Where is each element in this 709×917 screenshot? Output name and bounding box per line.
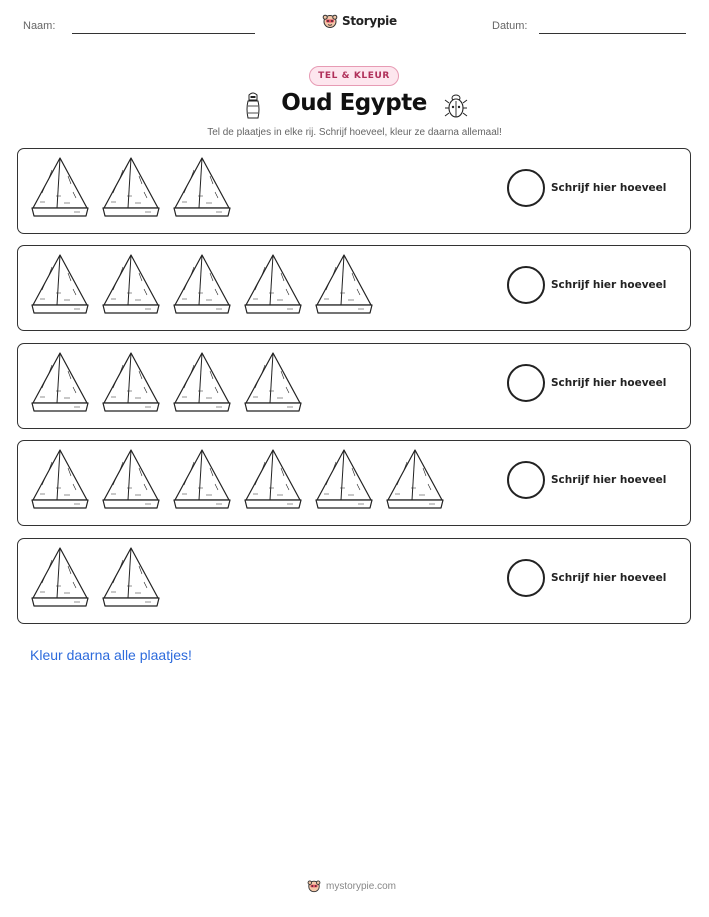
pyramid-icon xyxy=(314,253,374,317)
footer-url[interactable]: mystorypie.com xyxy=(326,880,397,892)
activity-badge: TEL & KLEUR xyxy=(309,66,399,86)
name-label: Naam: xyxy=(23,20,56,32)
pyramid-icon xyxy=(243,253,303,317)
counting-row-5 xyxy=(17,538,691,624)
answer-prompt: Schrijf hier hoeveel xyxy=(551,572,667,584)
pyramid-icon xyxy=(101,546,161,610)
pyramid-icon xyxy=(385,448,445,512)
pyramid-icon xyxy=(30,253,90,317)
pyramid-icon xyxy=(30,156,90,220)
answer-prompt: Schrijf hier hoeveel xyxy=(551,377,667,389)
answer-circle[interactable] xyxy=(507,266,545,304)
pyramid-icon xyxy=(243,351,303,415)
pyramid-icon xyxy=(101,253,161,317)
pyramid-icon xyxy=(172,448,232,512)
answer-prompt: Schrijf hier hoeveel xyxy=(551,182,667,194)
instructions: Tel de plaatjes in elke rij. Schrijf hoeveel, kleur ze daarna allemaal! xyxy=(207,127,502,138)
pyramid-icon xyxy=(30,546,90,610)
pyramid-icon xyxy=(30,448,90,512)
pyramid-icon xyxy=(172,253,232,317)
storypie-mascot-icon xyxy=(322,13,338,29)
pyramid-icon xyxy=(101,156,161,220)
coloring-note: Kleur daarna alle plaatjes! xyxy=(30,647,192,663)
pyramid-icon xyxy=(101,448,161,512)
pyramid-icon xyxy=(30,351,90,415)
pyramid-icon xyxy=(243,448,303,512)
answer-circle[interactable] xyxy=(507,559,545,597)
answer-prompt: Schrijf hier hoeveel xyxy=(551,474,667,486)
pyramid-icon xyxy=(101,351,161,415)
storypie-mascot-icon xyxy=(307,879,321,893)
footer-brand xyxy=(307,879,396,893)
brand-logo xyxy=(322,13,397,29)
answer-prompt: Schrijf hier hoeveel xyxy=(551,279,667,291)
date-line[interactable] xyxy=(539,33,686,34)
date-label: Datum: xyxy=(492,20,528,32)
brand-name: Storypie xyxy=(342,14,397,28)
answer-circle[interactable] xyxy=(507,169,545,207)
counting-row-1 xyxy=(17,148,691,234)
counting-row-4 xyxy=(17,440,691,526)
counting-row-2 xyxy=(17,245,691,331)
name-line[interactable] xyxy=(72,33,255,34)
answer-circle[interactable] xyxy=(507,364,545,402)
page-title: Oud Egypte xyxy=(281,90,427,116)
counting-row-3 xyxy=(17,343,691,429)
canopic-jar-icon xyxy=(244,92,262,120)
pyramid-icon xyxy=(172,156,232,220)
answer-circle[interactable] xyxy=(507,461,545,499)
pyramid-icon xyxy=(172,351,232,415)
scarab-beetle-icon xyxy=(444,92,468,120)
pyramid-icon xyxy=(314,448,374,512)
